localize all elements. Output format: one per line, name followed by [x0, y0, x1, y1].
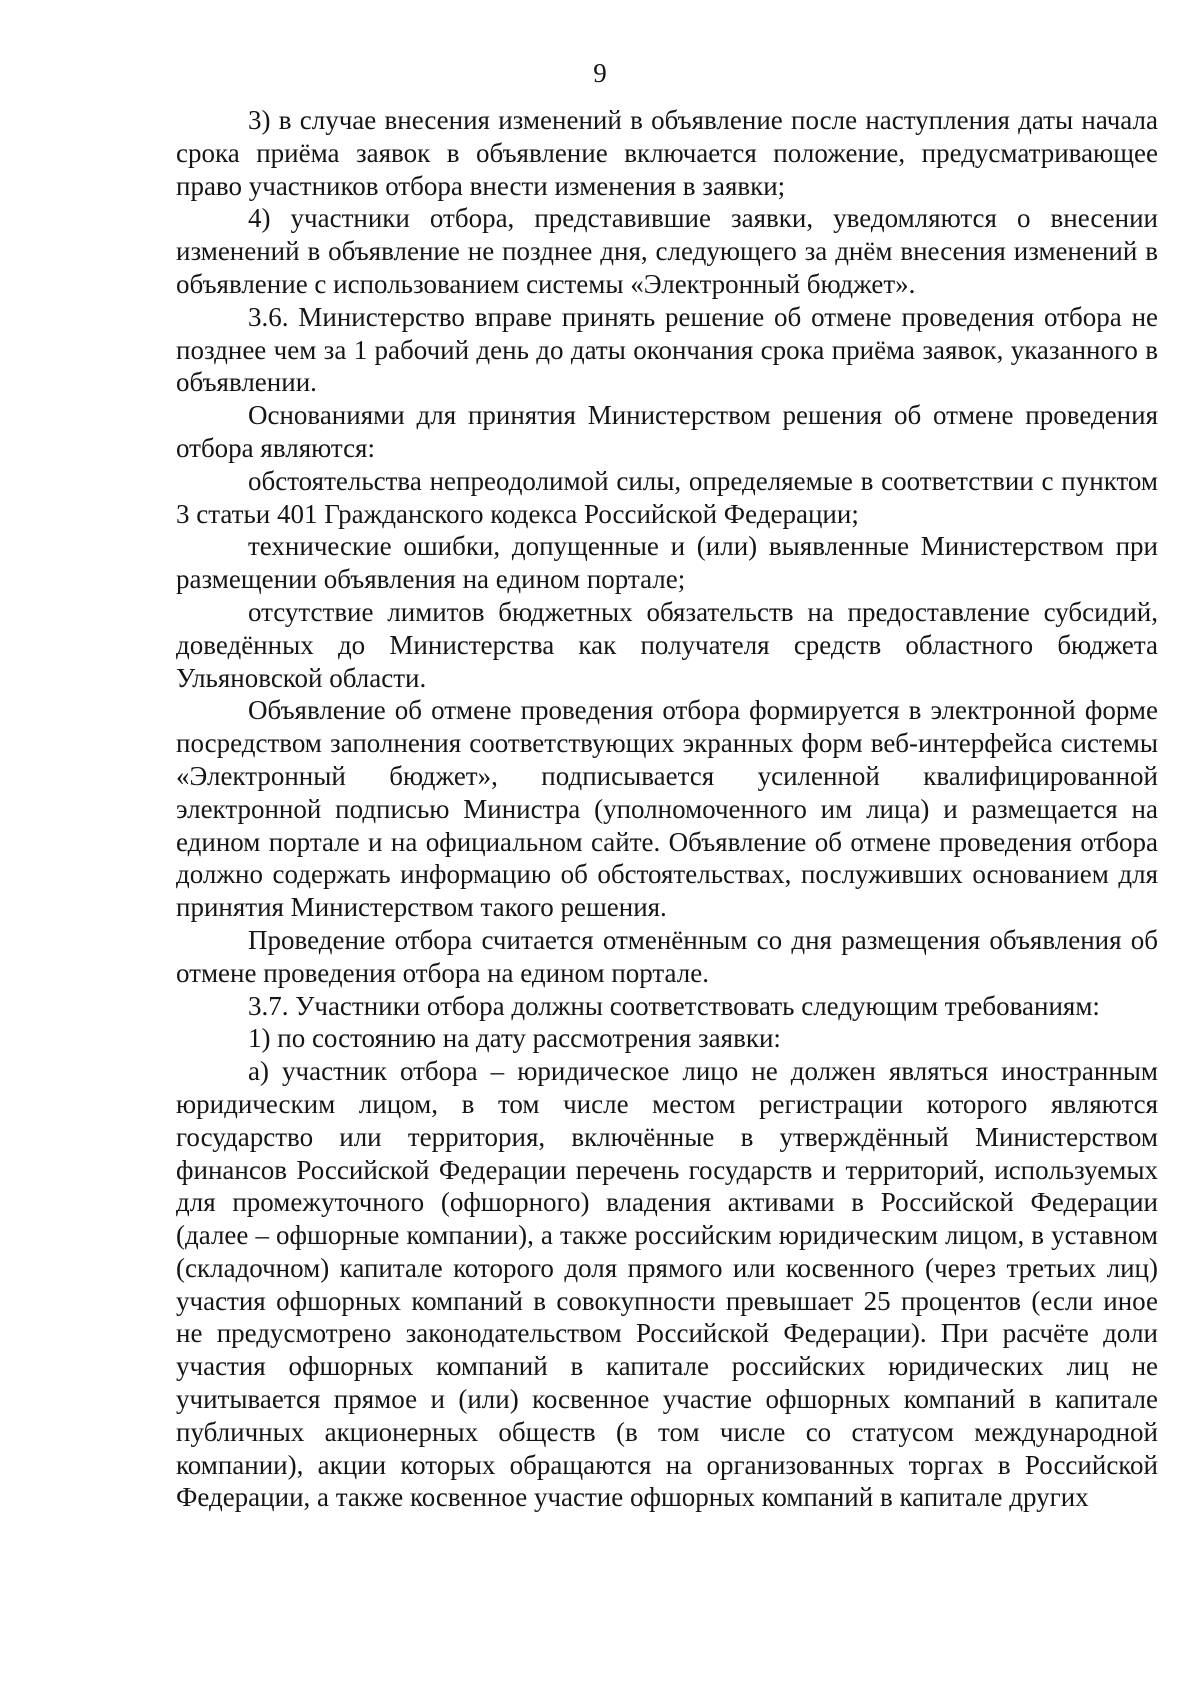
paragraph-cancellation-notice: Объявление об отмене проведения отбора формируется в электронной форме посредством заполнения соответствующих экранных форм веб-интерфейса системы «Электронный бюджет», подписывается усиленной квалифицированной электронной подписью Министра (уполномоченного им лица) и размещается на едином портале и на официальном сайте. Объявление об отмене проведения отбора должно содержать информацию об обстоятельствах, послуживших основанием для принятия Министерством такого решения. [176, 695, 1158, 923]
document-body [176, 104, 1158, 1514]
paragraph-item-4-notification: 4) участники отбора, представившие заявки, уведомляются о внесении изменений в объявление не позднее дня, следующего за днём внесения изменений в объявление с использованием системы «Электронный бюджет». [176, 203, 1158, 299]
paragraph-cancellation-effective: Проведение отбора считается отменённым со дня размещения объявления об отмене проведения отбора на едином портале. [176, 924, 1158, 988]
paragraph-3-7-requirements: 3.7. Участники отбора должны соответствовать следующим требованиям: [248, 990, 1100, 1021]
paragraph-3-6-cancellation: 3.6. Министерство вправе принять решение об отмене проведения отбора не позднее чем за 1 рабочий день до даты окончания срока приёма заявок, указанного в объявлении. [176, 301, 1158, 398]
paragraph-requirement-1: 1) по состоянию на дату рассмотрения заявки: [248, 1023, 781, 1054]
paragraph-technical-errors: технические ошибки, допущенные и (или) выявленные Министерством при размещении объявления на едином портале; [176, 531, 1158, 595]
page-number: 9 [593, 58, 607, 88]
paragraph-item-3-changes-after-start: 3) в случае внесения изменений в объявление после наступления даты начала срока приёма заявок в объявление включается положение, предусматривающее право участников отбора внести изменения в заявки; [176, 105, 1158, 201]
paragraph-no-budget-limits: отсутствие лимитов бюджетных обязательств на предоставление субсидий, доведённых до Министерства как получателя средств областного бюджета Ульяновской области. [176, 596, 1158, 693]
paragraph-cancellation-grounds: Основаниями для принятия Министерством решения об отмене проведения отбора являются: [176, 400, 1158, 463]
paragraph-requirement-1a: а) участник отбора – юридическое лицо не должен являться иностранным юридическим лицом, в том числе местом регистрации которого являются государство или территория, включённые в утверждённый Министерством финансов Российской Федерации перечень государств и территорий, используемых для промежуточного (офшорного) владения активами в Российской Федерации (далее – офшорные компании), а также российским юридическим лицом, в уставном (складочном) капитале которого доля прямого или косвенного (через третьих лиц) участия офшорных компаний в совокупности превышает 25 процентов (если иное не предусмотрено законодательством Российской Федерации). При расчёте доли участия офшорных компаний в капитале российских юридических лиц не учитывается прямое и (или) косвенное участие офшорных компаний в капитале публичных акционерных обществ (в том числе со статусом международной компании), акции которых обращаются на организованных торгах в Российской Федерации, а также косвенное участие офшорных компаний в капитале других [176, 1056, 1158, 1513]
paragraph-force-majeure: обстоятельства непреодолимой силы, определяемые в соответствии с пунктом 3 статьи 401 Гражданского кодекса Российской Федерации; [176, 465, 1158, 529]
